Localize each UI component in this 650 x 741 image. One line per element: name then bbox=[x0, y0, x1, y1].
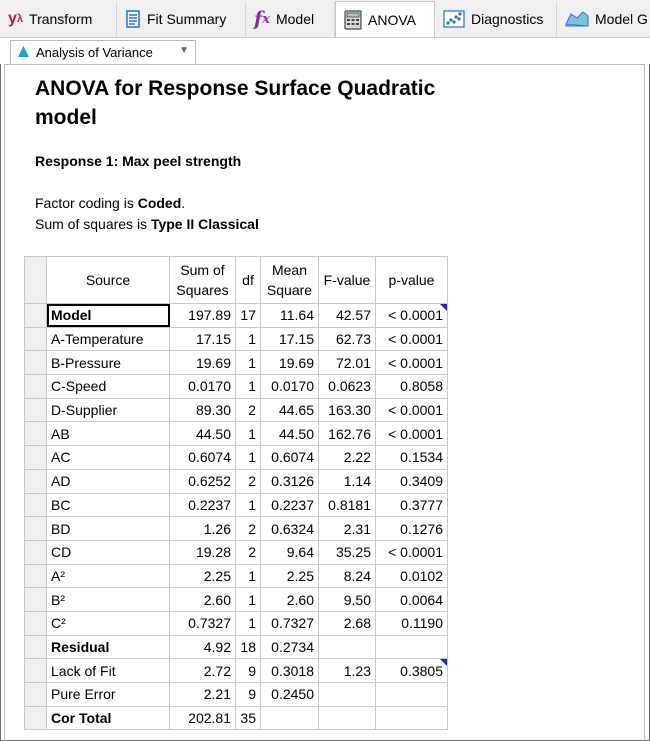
factor-coding-value: Coded bbox=[137, 195, 182, 211]
cell-p-value[interactable]: 0.1190 bbox=[376, 611, 448, 635]
row-selector[interactable] bbox=[25, 493, 47, 517]
row-selector[interactable] bbox=[25, 469, 47, 493]
cell-source[interactable]: D-Supplier bbox=[47, 398, 170, 422]
cell-f-value[interactable]: 8.24 bbox=[319, 564, 376, 588]
cell-p-value[interactable]: 0.3805 bbox=[376, 659, 448, 683]
subtab-label: Analysis of Variance bbox=[36, 45, 153, 60]
cell-df[interactable]: 1 bbox=[236, 564, 261, 588]
cell-source[interactable]: C-Speed bbox=[47, 375, 170, 399]
header-p-value[interactable]: p-value bbox=[376, 257, 448, 304]
fx-icon: f x bbox=[254, 8, 270, 30]
header-source[interactable]: Source bbox=[47, 257, 170, 304]
triangle-icon bbox=[17, 45, 30, 61]
row-selector[interactable] bbox=[25, 327, 47, 351]
tab-diagnostics-label: Diagnostics bbox=[471, 11, 544, 27]
cell-f-value[interactable] bbox=[319, 683, 376, 707]
header-mean-square[interactable]: Mean Square bbox=[261, 257, 319, 304]
cell-sum-of-squares[interactable]: 17.15 bbox=[170, 327, 236, 351]
cell-mean-square[interactable]: 11.64 bbox=[261, 304, 319, 328]
cell-sum-of-squares[interactable]: 197.89 bbox=[170, 304, 236, 328]
row-selector[interactable] bbox=[25, 304, 47, 328]
cell-mean-square[interactable] bbox=[261, 706, 319, 730]
main-toolbar bbox=[0, 0, 650, 38]
cell-source[interactable]: Residual bbox=[47, 635, 170, 659]
table-row[interactable] bbox=[25, 683, 448, 707]
report-title: ANOVA for Response Surface Quadratic model bbox=[35, 77, 436, 129]
cell-f-value[interactable]: 1.23 bbox=[319, 659, 376, 683]
table-row[interactable] bbox=[25, 706, 448, 730]
cell-source[interactable]: AB bbox=[47, 422, 170, 446]
row-selector[interactable] bbox=[25, 706, 47, 730]
cell-source[interactable]: B-Pressure bbox=[47, 351, 170, 375]
cell-f-value[interactable]: 42.57 bbox=[319, 304, 376, 328]
cell-f-value[interactable]: 72.01 bbox=[319, 351, 376, 375]
cell-source[interactable]: A-Temperature bbox=[47, 327, 170, 351]
cell-source[interactable]: A² bbox=[47, 564, 170, 588]
cell-mean-square[interactable]: 2.25 bbox=[261, 564, 319, 588]
cell-mean-square[interactable]: 0.0170 bbox=[261, 375, 319, 399]
cell-mean-square[interactable]: 44.65 bbox=[261, 398, 319, 422]
row-selector[interactable] bbox=[25, 351, 47, 375]
cell-df[interactable]: 1 bbox=[236, 422, 261, 446]
cell-p-value[interactable]: 0.3409 bbox=[376, 469, 448, 493]
row-selector[interactable] bbox=[25, 540, 47, 564]
tab-transform-label: Transform bbox=[29, 11, 93, 27]
cell-sum-of-squares[interactable]: 2.60 bbox=[170, 588, 236, 612]
cell-source[interactable]: AC bbox=[47, 446, 170, 470]
row-selector[interactable] bbox=[25, 564, 47, 588]
row-selector[interactable] bbox=[25, 611, 47, 635]
row-selector[interactable] bbox=[25, 398, 47, 422]
cell-p-value[interactable]: < 0.0001 bbox=[376, 351, 448, 375]
cell-mean-square[interactable]: 0.6074 bbox=[261, 446, 319, 470]
cell-sum-of-squares[interactable]: 44.50 bbox=[170, 422, 236, 446]
cell-f-value[interactable]: 9.50 bbox=[319, 588, 376, 612]
cell-p-value[interactable]: 0.8058 bbox=[376, 375, 448, 399]
cell-p-value[interactable]: 0.1534 bbox=[376, 446, 448, 470]
table-row[interactable] bbox=[25, 351, 448, 375]
cell-sum-of-squares[interactable]: 0.6074 bbox=[170, 446, 236, 470]
row-selector[interactable] bbox=[25, 683, 47, 707]
sum-of-squares-line: Sum of squares is Type II Classical bbox=[35, 216, 259, 232]
cell-sum-of-squares[interactable]: 19.28 bbox=[170, 540, 236, 564]
table-row[interactable] bbox=[25, 304, 448, 328]
cell-source[interactable]: C² bbox=[47, 611, 170, 635]
cell-df[interactable]: 2 bbox=[236, 398, 261, 422]
cell-p-value[interactable] bbox=[376, 683, 448, 707]
cell-df[interactable]: 1 bbox=[236, 493, 261, 517]
anova-table bbox=[24, 256, 448, 730]
cell-mean-square[interactable]: 0.7327 bbox=[261, 611, 319, 635]
cell-df[interactable]: 1 bbox=[236, 446, 261, 470]
factor-coding-line: Factor coding is Coded. bbox=[35, 195, 186, 211]
table-row[interactable] bbox=[25, 588, 448, 612]
table-row[interactable] bbox=[25, 493, 448, 517]
cell-p-value[interactable]: 0.1276 bbox=[376, 517, 448, 541]
cell-df[interactable]: 2 bbox=[236, 540, 261, 564]
cell-sum-of-squares[interactable]: 2.25 bbox=[170, 564, 236, 588]
cell-sum-of-squares[interactable]: 1.26 bbox=[170, 517, 236, 541]
cell-p-value[interactable]: 0.3777 bbox=[376, 493, 448, 517]
response-heading: Response 1: Max peel strength bbox=[35, 153, 242, 169]
row-selector[interactable] bbox=[25, 588, 47, 612]
cell-source[interactable]: Pure Error bbox=[47, 683, 170, 707]
cell-mean-square[interactable]: 9.64 bbox=[261, 540, 319, 564]
table-row[interactable] bbox=[25, 540, 448, 564]
cell-source[interactable]: BC bbox=[47, 493, 170, 517]
cell-sum-of-squares[interactable]: 0.0170 bbox=[170, 375, 236, 399]
calculator-icon bbox=[344, 10, 362, 30]
cell-p-value[interactable] bbox=[376, 706, 448, 730]
cell-df[interactable]: 17 bbox=[236, 304, 261, 328]
tab-transform[interactable] bbox=[0, 2, 117, 36]
tab-anova[interactable] bbox=[335, 1, 435, 38]
cell-f-value[interactable]: 2.68 bbox=[319, 611, 376, 635]
cell-mean-square[interactable]: 44.50 bbox=[261, 422, 319, 446]
subtab-analysis-of-variance[interactable] bbox=[10, 40, 196, 64]
cell-mean-square[interactable]: 2.60 bbox=[261, 588, 319, 612]
table-row[interactable] bbox=[25, 635, 448, 659]
cell-sum-of-squares[interactable]: 2.21 bbox=[170, 683, 236, 707]
table-row[interactable] bbox=[25, 659, 448, 683]
cell-f-value[interactable]: 162.76 bbox=[319, 422, 376, 446]
header-row bbox=[25, 257, 448, 304]
header-df[interactable]: df bbox=[236, 257, 261, 304]
cell-mean-square[interactable]: 0.3018 bbox=[261, 659, 319, 683]
cell-p-value[interactable]: < 0.0001 bbox=[376, 304, 448, 328]
coding-info bbox=[35, 193, 259, 235]
header-sum-of-squares[interactable]: Sum of Squares bbox=[170, 257, 236, 304]
cell-df[interactable]: 1 bbox=[236, 327, 261, 351]
cell-df[interactable]: 1 bbox=[236, 588, 261, 612]
tab-diagnostics[interactable] bbox=[435, 2, 557, 36]
cell-mean-square[interactable]: 19.69 bbox=[261, 351, 319, 375]
header-f-value[interactable]: F-value bbox=[319, 257, 376, 304]
cell-f-value[interactable]: 35.25 bbox=[319, 540, 376, 564]
tab-model-graphs-label: Model G bbox=[595, 11, 648, 27]
cell-source[interactable]: Lack of Fit bbox=[47, 659, 170, 683]
cell-df[interactable]: 1 bbox=[236, 351, 261, 375]
cell-f-value[interactable]: 62.73 bbox=[319, 327, 376, 351]
cell-sum-of-squares[interactable]: 0.6252 bbox=[170, 469, 236, 493]
surface-icon bbox=[565, 10, 589, 28]
row-selector[interactable] bbox=[25, 446, 47, 470]
table-row[interactable] bbox=[25, 446, 448, 470]
table-row[interactable] bbox=[25, 469, 448, 493]
cell-mean-square[interactable]: 0.2450 bbox=[261, 683, 319, 707]
cell-f-value[interactable]: 2.31 bbox=[319, 517, 376, 541]
cell-mean-square[interactable]: 0.2734 bbox=[261, 635, 319, 659]
cell-df[interactable]: 18 bbox=[236, 635, 261, 659]
cell-p-value[interactable]: < 0.0001 bbox=[376, 540, 448, 564]
table-row[interactable] bbox=[25, 422, 448, 446]
cell-f-value[interactable]: 1.14 bbox=[319, 469, 376, 493]
tab-fit-summary-label: Fit Summary bbox=[147, 11, 227, 27]
cell-p-value[interactable]: 0.0064 bbox=[376, 588, 448, 612]
table-row[interactable] bbox=[25, 564, 448, 588]
row-selector[interactable] bbox=[25, 659, 47, 683]
cell-mean-square[interactable]: 0.6324 bbox=[261, 517, 319, 541]
cell-f-value[interactable]: 163.30 bbox=[319, 398, 376, 422]
cell-sum-of-squares[interactable]: 2.72 bbox=[170, 659, 236, 683]
cell-sum-of-squares[interactable]: 4.92 bbox=[170, 635, 236, 659]
cell-p-value[interactable]: < 0.0001 bbox=[376, 327, 448, 351]
table-row[interactable] bbox=[25, 375, 448, 399]
cell-f-value[interactable]: 0.8181 bbox=[319, 493, 376, 517]
cell-f-value[interactable]: 2.22 bbox=[319, 446, 376, 470]
cell-df[interactable]: 9 bbox=[236, 659, 261, 683]
cell-df[interactable]: 1 bbox=[236, 375, 261, 399]
cell-sum-of-squares[interactable]: 0.2237 bbox=[170, 493, 236, 517]
cell-source[interactable]: B² bbox=[47, 588, 170, 612]
cell-mean-square[interactable]: 0.3126 bbox=[261, 469, 319, 493]
table-row[interactable] bbox=[25, 327, 448, 351]
cell-sum-of-squares[interactable]: 0.7327 bbox=[170, 611, 236, 635]
cell-p-value[interactable]: 0.0102 bbox=[376, 564, 448, 588]
cell-f-value[interactable]: 0.0623 bbox=[319, 375, 376, 399]
cell-p-value[interactable]: < 0.0001 bbox=[376, 422, 448, 446]
cell-p-value[interactable] bbox=[376, 635, 448, 659]
row-selector[interactable] bbox=[25, 517, 47, 541]
cell-p-value[interactable]: < 0.0001 bbox=[376, 398, 448, 422]
cell-mean-square[interactable]: 0.2237 bbox=[261, 493, 319, 517]
sub-tab-bar bbox=[0, 38, 650, 64]
cell-sum-of-squares[interactable]: 19.69 bbox=[170, 351, 236, 375]
cell-mean-square[interactable]: 17.15 bbox=[261, 327, 319, 351]
cell-df[interactable]: 9 bbox=[236, 683, 261, 707]
cell-df[interactable]: 2 bbox=[236, 469, 261, 493]
tab-model-label: Model bbox=[275, 11, 315, 27]
cell-source[interactable]: AD bbox=[47, 469, 170, 493]
tab-model-graphs[interactable] bbox=[557, 2, 650, 36]
row-selector[interactable] bbox=[25, 422, 47, 446]
cell-f-value[interactable] bbox=[319, 706, 376, 730]
row-selector[interactable] bbox=[25, 375, 47, 399]
table-row[interactable] bbox=[25, 517, 448, 541]
tab-fit-summary[interactable] bbox=[117, 2, 246, 36]
cell-source[interactable]: Cor Total bbox=[47, 706, 170, 730]
cell-df[interactable]: 1 bbox=[236, 611, 261, 635]
cell-df[interactable]: 35 bbox=[236, 706, 261, 730]
row-selector-header[interactable] bbox=[25, 257, 47, 304]
table-row[interactable] bbox=[25, 398, 448, 422]
tab-anova-label: ANOVA bbox=[368, 11, 416, 28]
cell-sum-of-squares[interactable]: 89.30 bbox=[170, 398, 236, 422]
cell-sum-of-squares[interactable]: 202.81 bbox=[170, 706, 236, 730]
dropdown-arrow-icon[interactable]: ▼ bbox=[179, 45, 189, 56]
sum-of-squares-type: Type II Classical bbox=[150, 216, 259, 232]
cell-source[interactable]: CD bbox=[47, 540, 170, 564]
cell-f-value[interactable] bbox=[319, 635, 376, 659]
table-row[interactable] bbox=[25, 611, 448, 635]
tab-model[interactable] bbox=[246, 2, 335, 36]
cell-df[interactable]: 2 bbox=[236, 517, 261, 541]
cell-source[interactable]: Model bbox=[47, 304, 170, 328]
row-selector[interactable] bbox=[25, 635, 47, 659]
cell-source[interactable]: BD bbox=[47, 517, 170, 541]
scatter-icon bbox=[443, 10, 465, 28]
lambda-icon: y λ bbox=[8, 10, 24, 27]
document-icon bbox=[125, 10, 141, 28]
